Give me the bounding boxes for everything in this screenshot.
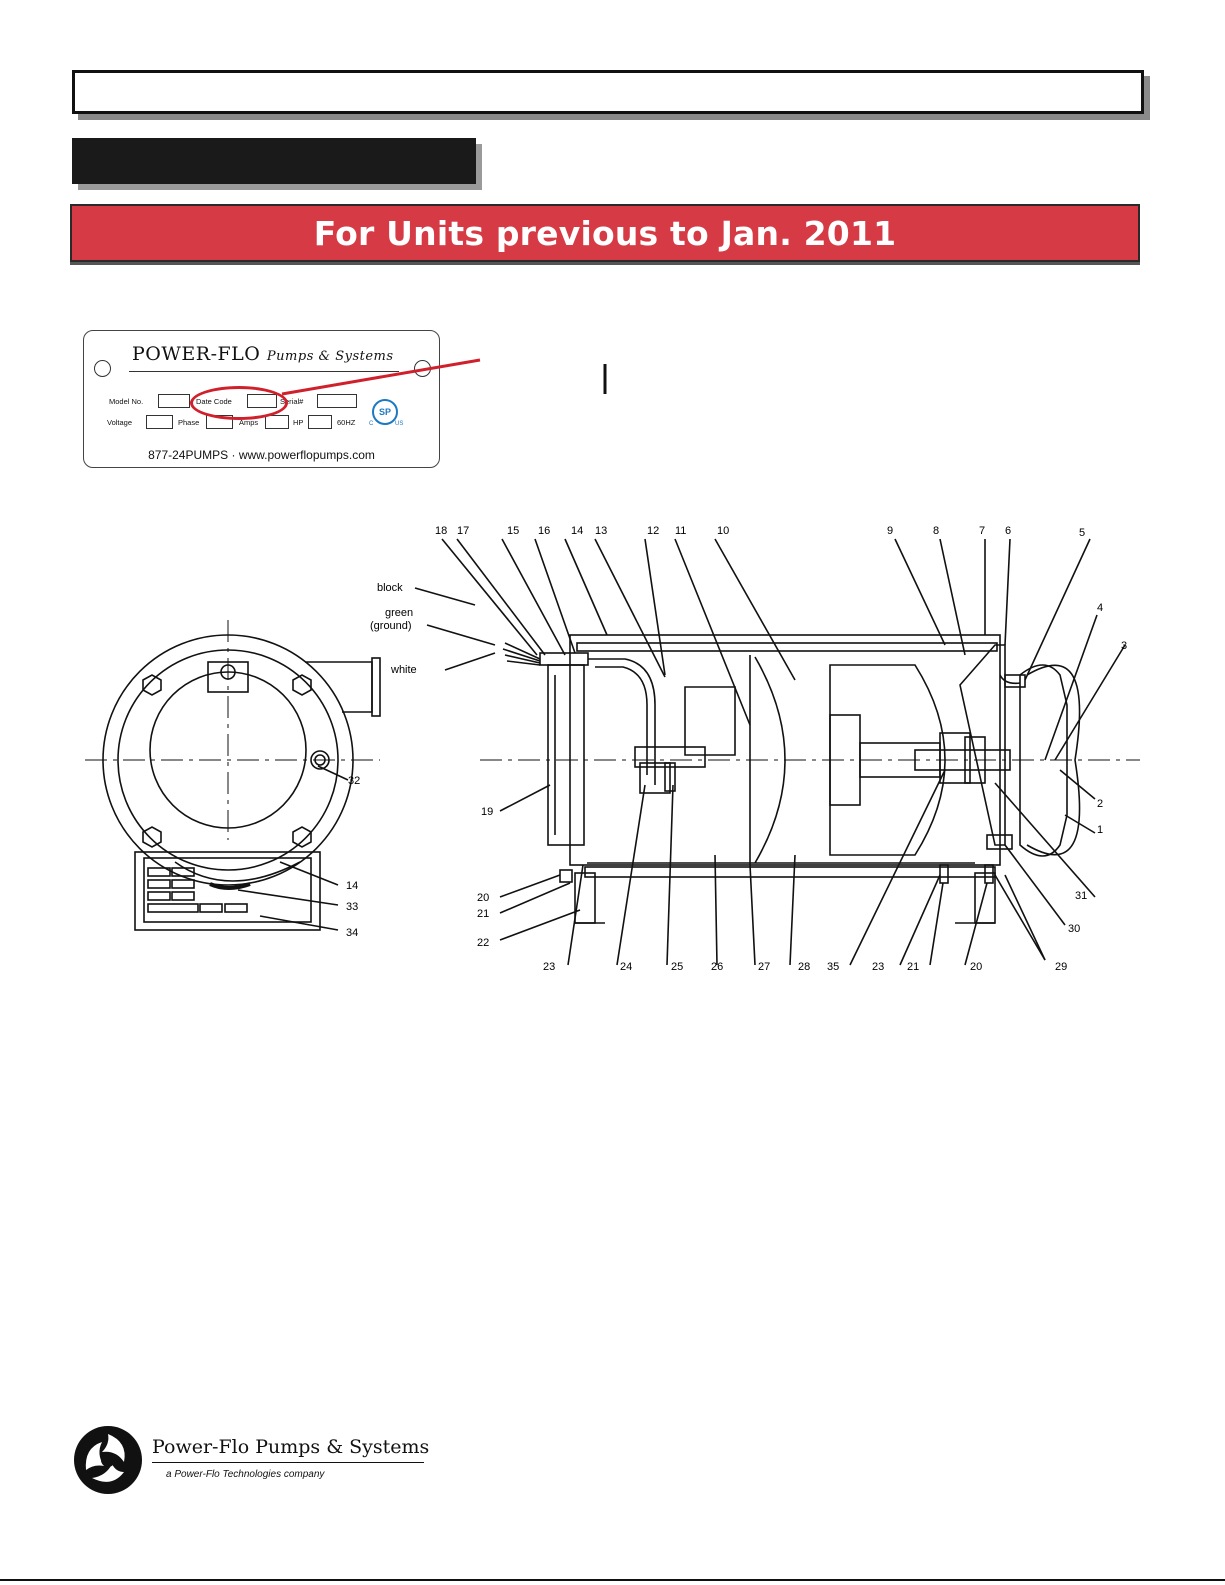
part-number: 6 [1005,525,1012,537]
cert-us-label: US [395,421,404,427]
wire-label-green: green [385,607,414,619]
part-number: 30 [1068,923,1081,935]
part-number: 16 [538,525,551,537]
part-number: 35 [827,961,840,973]
part-number: 9 [887,525,894,537]
amps-box [265,415,289,429]
part-number: 2 [1097,798,1104,810]
part-number: 34 [346,927,359,939]
voltage-label: Voltage [107,418,133,427]
part-number: 31 [1075,890,1088,902]
part-number: 7 [979,525,986,537]
serial-label: Serial# [280,397,304,406]
model-label: Model No. [109,397,144,406]
amps-label: Amps [239,418,259,427]
nameplate-brand: POWER-FLO Pumps & Systems [132,343,394,365]
voltage-box [146,415,173,429]
part-number: 21 [477,908,490,920]
part-number: 14 [346,880,359,892]
part-number: 33 [346,901,359,913]
part-number: 1 [1097,824,1104,836]
part-number: 20 [477,892,490,904]
part-number: 17 [457,525,470,537]
part-number: 21 [907,961,920,973]
part-number: 4 [1097,602,1104,614]
part-number: 13 [595,525,608,537]
part-number: 22 [477,937,490,949]
banner-title: For Units previous to Jan. 2011 [313,213,897,253]
part-number: 10 [717,525,730,537]
section-view-drawing [355,515,1155,985]
wire-label-ground: (ground) [370,620,412,632]
date-code-label: Date Code [196,397,232,406]
callout-pointer [280,350,620,410]
phase-label: Phase [178,418,200,427]
part-number: 8 [933,525,940,537]
part-number: 5 [1079,527,1086,539]
power-flo-logo-icon [72,1424,144,1496]
part-number: 32 [348,775,361,787]
part-number: 27 [758,961,771,973]
part-number: 12 [647,525,660,537]
company-name: Power-Flo Pumps & Systems [152,1436,430,1458]
section-header-bar [72,138,476,184]
part-number: 11 [675,525,687,537]
part-number: 3 [1121,640,1128,652]
csa-cert-icon: SP [372,399,398,425]
part-number: 26 [711,961,724,973]
company-tagline: a Power-Flo Technologies company [166,1469,325,1480]
nameplate-contact: 877-24PUMPS · www.powerflopumps.com [148,448,375,462]
date-code-callout-circle [190,386,288,420]
cert-c-label: C [369,421,374,427]
part-number: 19 [481,806,494,818]
model-box [158,394,190,408]
page-footer-line [0,1579,1225,1581]
mounting-hole-icon [94,360,111,377]
part-number: 15 [507,525,520,537]
wire-label-black: block [377,582,403,594]
part-number: 23 [872,961,885,973]
part-number: 20 [970,961,983,973]
part-number: 23 [543,961,556,973]
hp-box [308,415,332,429]
hp-label: HP [293,418,304,427]
part-number: 25 [671,961,684,973]
wire-label-white: white [391,664,417,676]
part-number: 28 [798,961,811,973]
document-title-bar [72,70,1144,114]
part-number: 14 [571,525,584,537]
part-number: 24 [620,961,633,973]
part-number: 29 [1055,961,1068,973]
logo-divider [152,1462,424,1463]
part-number: 18 [435,525,448,537]
hz-label: 60HZ [337,418,356,427]
units-notice-banner [70,204,1140,262]
